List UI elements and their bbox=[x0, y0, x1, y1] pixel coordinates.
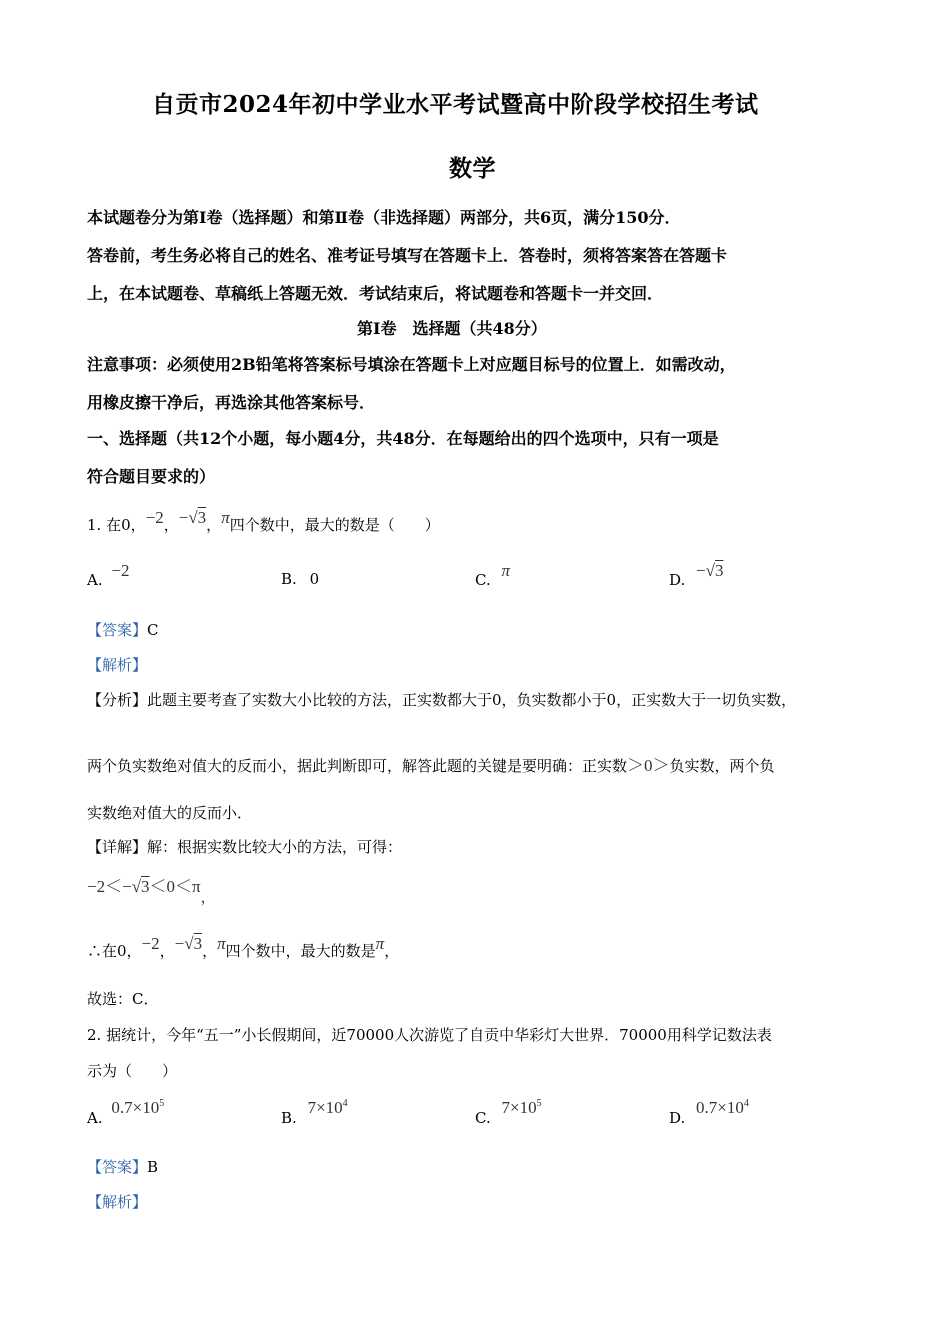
q1-option-a bbox=[87, 561, 130, 590]
q1-eq-comma: ， bbox=[200, 890, 216, 906]
q1-option-a-value: −2 bbox=[111, 561, 130, 580]
intro-line-1: 本试题卷分为第Ⅰ卷（选择题）和第Ⅱ卷（非选择题）两部分，共6页，满分150分． bbox=[87, 208, 681, 227]
q1-option-b-value: 0 bbox=[309, 570, 320, 588]
q1-conclusion-mid: 四个数中，最大的数是 bbox=[225, 942, 376, 960]
q2-option-b-value bbox=[308, 1098, 348, 1117]
q2-option-a-value bbox=[111, 1098, 164, 1117]
part-heading-1: 一、选择题（共12个小题，每小题4分，共48分．在每题给出的四个选项中，只有一项是 bbox=[87, 429, 719, 448]
q1-eq-part-b: ＜0＜π bbox=[149, 877, 201, 896]
intro-line-3: 上，在本试题卷、草稿纸上答题无效．考试结束后，将试题卷和答题卡一并交回． bbox=[87, 284, 664, 303]
q1-fenxi-line-2 bbox=[87, 751, 775, 776]
q1-conclusion-sep-1: ， bbox=[159, 942, 175, 960]
section-heading: 第Ⅰ卷 选择题（共48分） bbox=[357, 319, 547, 338]
q2-option-d-value bbox=[696, 1098, 749, 1117]
q1-stem-math-2-root: 3 bbox=[197, 508, 207, 527]
q1-fenxi-text-2a: 两个负实数绝对值大的反而小，据此判断即可，解答此题的关键是要明确：正实数 bbox=[87, 757, 628, 775]
q1-analysis-tag: 【解析】 bbox=[87, 656, 148, 674]
q2-option-a-letter: A. bbox=[87, 1109, 103, 1127]
q1-fenxi-tag: 【分析】 bbox=[87, 691, 148, 709]
q1-answer bbox=[87, 619, 159, 640]
q1-option-c-letter: C. bbox=[475, 571, 491, 589]
q1-stem-math-2-sign: − bbox=[178, 508, 189, 527]
q2-option-c-exp: 5 bbox=[536, 1098, 542, 1109]
q1-answer-tag: 【答案】 bbox=[87, 621, 148, 639]
q1-stem-prefix: 1. 在0， bbox=[87, 516, 146, 534]
q1-final: 故选：C． bbox=[87, 990, 159, 1008]
q2-option-a-exp: 5 bbox=[159, 1098, 165, 1109]
q2-option-b-base: 7×10 bbox=[307, 1098, 343, 1117]
exam-title: 自贡市2024年初中学业水平考试暨高中阶段学校招生考试 bbox=[152, 91, 759, 118]
q1-stem bbox=[87, 508, 440, 535]
q1-conclusion bbox=[87, 934, 400, 961]
q2-answer-tag: 【答案】 bbox=[87, 1158, 148, 1176]
q1-detail-text: 解：根据实数比较大小的方法，可得： bbox=[147, 838, 403, 856]
q2-stem-line-2: 示为（ ） bbox=[87, 1062, 178, 1080]
q1-option-a-letter: A. bbox=[87, 571, 103, 589]
q1-conclusion-math-2: −√3 bbox=[174, 934, 203, 953]
q2-answer bbox=[87, 1156, 158, 1177]
q2-option-b-exp: 4 bbox=[342, 1098, 348, 1109]
q2-stem-line-1: 2. 据统计，今年“五一”小长假期间，近70000人次游览了自贡中华彩灯大世界．70000用科学记数法表 bbox=[87, 1026, 772, 1044]
q1-conclusion-math-3: π bbox=[217, 934, 226, 953]
q2-option-c-base: 7×10 bbox=[501, 1098, 537, 1117]
q1-answer-value: C bbox=[147, 621, 159, 639]
q2-option-a-base: 0.7×10 bbox=[111, 1098, 160, 1117]
q2-option-d-letter: D. bbox=[669, 1109, 686, 1127]
q1-stem-sep-1: ， bbox=[163, 516, 179, 534]
q1-fenxi-math: ＞0＞ bbox=[627, 756, 670, 775]
q1-eq-part-a: −2＜− bbox=[87, 877, 132, 896]
intro-line-2: 答卷前，考生务必将自己的姓名、准考证号填写在答题卡上．答卷时，须将答案答在答题卡 bbox=[87, 246, 728, 265]
q1-conclusion-prefix: ∴在0， bbox=[87, 942, 142, 960]
notice-line-2: 用橡皮擦干净后，再选涂其他答案标号． bbox=[87, 393, 376, 412]
q2-option-d-exp: 4 bbox=[743, 1098, 749, 1109]
q2-option-b-letter: B. bbox=[281, 1109, 297, 1127]
q1-option-d-letter: D. bbox=[669, 571, 686, 589]
subject-title: 数学 bbox=[449, 155, 496, 182]
q1-option-d-value: −√3 bbox=[696, 561, 724, 580]
q1-option-c bbox=[475, 561, 511, 590]
q1-option-d-sign: − bbox=[696, 561, 706, 580]
q1-option-b-letter: B. bbox=[281, 570, 297, 588]
q1-fenxi-line-1 bbox=[87, 689, 796, 710]
q1-stem-math-2: −√3 bbox=[178, 508, 207, 527]
part-heading-2: 符合题目要求的） bbox=[87, 467, 216, 486]
q2-option-c-letter: C. bbox=[475, 1109, 491, 1127]
q2-option-d-base: 0.7×10 bbox=[696, 1098, 744, 1117]
q1-conclusion-math-2-root: 3 bbox=[193, 934, 203, 953]
q1-stem-suffix: 四个数中，最大的数是（ ） bbox=[229, 516, 440, 534]
q1-stem-sep-2: ， bbox=[206, 516, 222, 534]
q1-option-d bbox=[669, 561, 724, 590]
q1-eq-root: 3 bbox=[141, 877, 150, 896]
notice-line-1: 注意事项：必须使用2B铅笔将答案标号填涂在答题卡上对应题目标号的位置上．如需改动， bbox=[87, 355, 736, 374]
q1-conclusion-end: ， bbox=[384, 942, 400, 960]
q2-answer-value: B bbox=[147, 1158, 159, 1176]
q1-detail-line bbox=[87, 836, 402, 857]
q1-detail-equation: −2＜−√3＜0＜π， bbox=[87, 877, 216, 906]
q1-fenxi-text-2b: 负实数，两个负 bbox=[669, 757, 775, 775]
q1-conclusion-math-2-sign: − bbox=[174, 934, 185, 953]
q1-conclusion-sep-2: ， bbox=[202, 942, 218, 960]
q1-option-c-value: π bbox=[501, 561, 511, 580]
q1-stem-math-3: π bbox=[221, 508, 230, 527]
q1-fenxi-line-3: 实数绝对值大的反而小． bbox=[87, 804, 253, 822]
q1-stem-math-1: −2 bbox=[145, 508, 164, 527]
q2-option-c-value bbox=[502, 1098, 542, 1117]
q1-conclusion-math-1: −2 bbox=[141, 934, 160, 953]
q2-analysis-tag: 【解析】 bbox=[87, 1193, 148, 1211]
q1-option-b bbox=[281, 570, 319, 588]
q1-detail-tag: 【详解】 bbox=[87, 838, 148, 856]
q1-conclusion-math-4: π bbox=[375, 934, 385, 953]
q1-option-d-root: 3 bbox=[714, 561, 724, 580]
q1-fenxi-text-1: 此题主要考查了实数大小比较的方法，正实数都大于0，负实数都小于0，正实数大于一切负实数， bbox=[147, 691, 797, 709]
